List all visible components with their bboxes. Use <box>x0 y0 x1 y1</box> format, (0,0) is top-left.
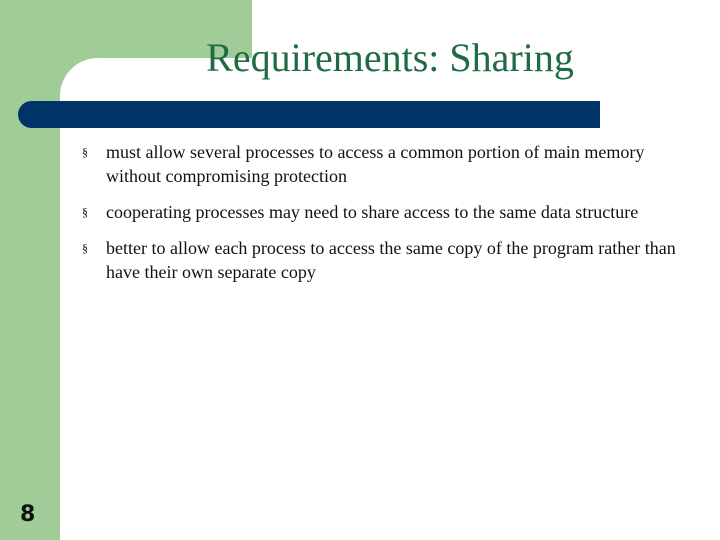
bullet-marker-icon: § <box>82 145 88 159</box>
bullet-text: must allow several processes to access a common portion of main memory without compromising protection <box>106 142 645 186</box>
bullet-marker-icon: § <box>82 241 88 255</box>
bullet-marker-icon: § <box>82 205 88 219</box>
title-underline-bar <box>18 101 600 128</box>
bullet-item-3 <box>80 236 680 284</box>
bullet-item-1 <box>80 140 680 188</box>
bullet-text: cooperating processes may need to share access to the same data structure <box>106 202 639 222</box>
bullet-item-2 <box>80 200 680 224</box>
page-number: 8 <box>20 502 36 527</box>
bullet-text: better to allow each process to access the same copy of the program rather than have their own separate copy <box>106 238 676 282</box>
slide-title: Requirements: Sharing <box>206 35 574 80</box>
bullet-list <box>80 140 680 296</box>
